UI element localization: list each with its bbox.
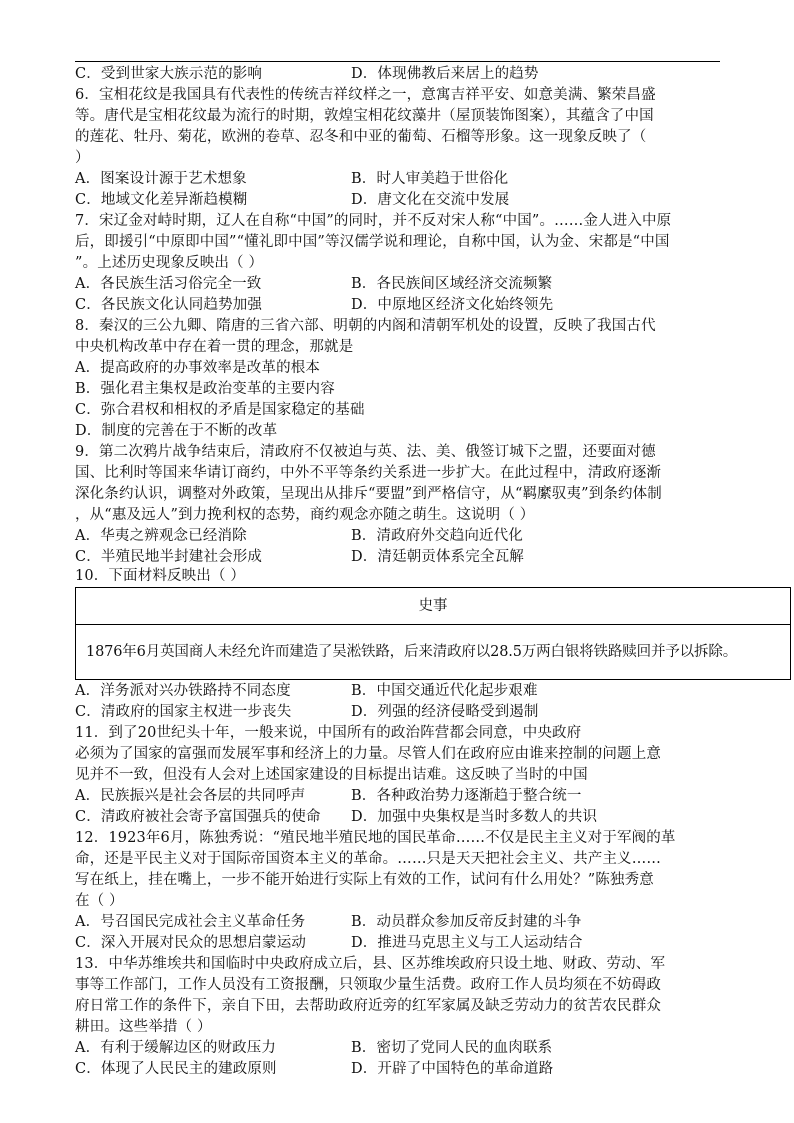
question-6-option-c: C．地域文化差异渐趋模糊 [75,192,248,208]
question-9-option-c: C．半殖民地半封建社会形成 [75,549,263,565]
question-7-line: 后，即援引“中原即中国”“懂礼即中国”等汉儒学说和理论，自称中国，认为金、宋都是“中国 [75,234,670,250]
question-11-option-b: B．各种政治势力逐渐趋于整合统一 [351,788,582,804]
question-6-line: 6．宝相花纹是我国具有代表性的传统吉祥纹样之一，意寓吉祥平安、如意美满、繁荣昌盛 [75,87,656,103]
question-8-line: 8．秦汉的三公九卿、隋唐的三省六部、明朝的内阁和清朝军机处的设置，反映了我国古代 [75,318,656,334]
question-7-option-c: C．各民族文化认同趋势加强 [75,297,263,313]
question-7-option-a: A．各民族生活习俗完全一致 [75,276,262,292]
question-11-line: 11．到了20世纪头十年，一般来说，中国所有的政治阵营都会同意，中央政府 [75,725,582,741]
question-7-option-b: B．各民族间区域经济交流频繁 [351,276,553,292]
question-13-option-d: D．开辟了中国特色的革命道路 [351,1061,554,1077]
question-11-option-a: A．民族振兴是社会各层的共同呼声 [75,788,306,804]
material-table [75,587,791,680]
question-9-line: 深化条约认识，调整对外政策，呈现出从排斥“要盟”到严格信守，从“羁縻驭夷”到条约体制 [75,486,662,502]
question-8-option-c: C．弥合君权和相权的矛盾是国家稳定的基础 [75,402,365,418]
question-8-option-a: A．提高政府的办事效率是改革的根本 [75,360,321,376]
question-13-line: 耕田。这些举措（ ） [75,1019,212,1035]
question-12-option-c: C．深入开展对民众的思想启蒙运动 [75,935,306,951]
question-13-option-c: C．体现了人民民主的建政原则 [75,1061,277,1077]
question-12-line: 12．1923年6月，陈独秀说：“殖民地半殖民地的国民革命……不仅是民主主义对于军阀的革 [75,830,676,846]
material-table-content: 1876年6月英国商人未经允许而建造了吴淞铁路，后来清政府以28.5万两白银将铁路赎回并予以拆除。 [86,644,738,660]
material-table-header: 史事 [76,588,790,625]
question-9-option-a: A．华夷之辨观念已经消除 [75,528,247,544]
question-10-line: 10．下面材料反映出（ ） [75,568,246,584]
question-10-option-c: C．清政府的国家主权进一步丧失 [75,704,292,720]
question-10-option-a: A．洋务派对兴办铁路持不同态度 [75,683,291,699]
question-8-option-d: D．制度的完善在于不断的改革 [75,423,278,439]
question-6-option-a: A．图案设计源于艺术想象 [75,171,247,187]
question-13-option-b: B．密切了党同人民的血肉联系 [351,1040,553,1056]
question-10-option-b: B．中国交通近代化起步艰难 [351,683,538,699]
question-6-option-d: D．唐文化在交流中发展 [351,192,510,208]
question-6-line: ） [75,150,90,166]
question-12-option-d: D．推进马克思主义与工人运动结合 [351,935,583,951]
question-13-line: 事等工作部门，工作人员没有工资报酬，只领取少量生活费。政府工作人员均须在不妨碍政 [75,977,661,993]
question-12-line: 在（ ） [75,893,124,909]
question-6-line: 等。唐代是宝相花纹最为流行的时期，敦煌宝相花纹藻井（屋顶装饰图案），其蕴含了中国 [75,108,654,124]
question-12-line: 命，还是平民主义对于国际帝国资本主义的革命。……只是天天把社会主义、共产主义…… [75,851,661,867]
question-9-option-b: B．清政府外交趋向近代化 [351,528,523,544]
question-9-line: 9．第二次鸦片战争结束后，清政府不仅被迫与英、法、美、俄签订城下之盟，还要面对德 [75,444,656,460]
header-rule [75,61,720,62]
question-12-option-b: B．动员群众参加反帝反封建的斗争 [351,914,582,930]
question-11-line: 见并不一致，但没有人会对上述国家建设的目标提出诘难。这反映了当时的中国 [75,767,588,783]
option-d: D．体现佛教后来居上的趋势 [351,66,539,82]
question-12-option-a: A．号召国民完成社会主义革命任务 [75,914,306,930]
question-11-line: 必须为了国家的富强而发展军事和经济上的力量。尽管人们在政府应由谁来控制的问题上意 [75,746,661,762]
option-c: C．受到世家大族示范的影响 [75,66,263,82]
question-6-option-b: B．时人审美趋于世俗化 [351,171,509,187]
question-11-option-c: C．清政府被社会寄予富国强兵的使命 [75,809,321,825]
question-7-line: ”。上述历史现象反映出（ ） [75,255,264,271]
question-8-line: 中央机构改革中存在着一贯的理念，那就是 [75,339,354,355]
question-9-option-d: D．清廷朝贡体系完全瓦解 [351,549,524,565]
question-11-option-d: D．加强中央集权是当时多数人的共识 [351,809,598,825]
question-13-line: 府日常工作的条件下，亲自下田，去帮助政府近旁的红军家属及缺乏劳动力的贫苦农民群众 [75,998,661,1014]
question-10-option-d: D．列强的经济侵略受到遏制 [351,704,539,720]
question-9-line: 国、比利时等国来华请订商约，中外不平等条约关系进一步扩大。在此过程中，清政府逐渐 [75,465,661,481]
question-7-line: 7．宋辽金对峙时期，辽人在自称“中国”的同时，并不反对宋人称“中国”。……金人进入中原 [75,213,672,229]
question-8-option-b: B．强化君主集权是政治变革的主要内容 [75,381,335,397]
question-9-line: ，从“惠及远人”到力挽利权的态势，商约观念亦随之萌生。这说明（ ） [75,507,535,523]
question-12-line: 写在纸上，挂在嘴上，一步不能开始进行实际上有效的工作，试问有什么用处？”陈独秀意 [75,872,654,888]
question-6-line: 的莲花、牡丹、菊花，欧洲的卷草、忍冬和中亚的葡萄、石榴等形象。这一现象反映了（ [75,129,647,145]
question-13-option-a: A．有利于缓解边区的财政压力 [75,1040,277,1056]
question-7-option-d: D．中原地区经济文化始终领先 [351,297,554,313]
question-13-line: 13．中华苏维埃共和国临时中央政府成立后，县、区苏维埃政府只设土地、财政、劳动、军 [75,956,666,972]
